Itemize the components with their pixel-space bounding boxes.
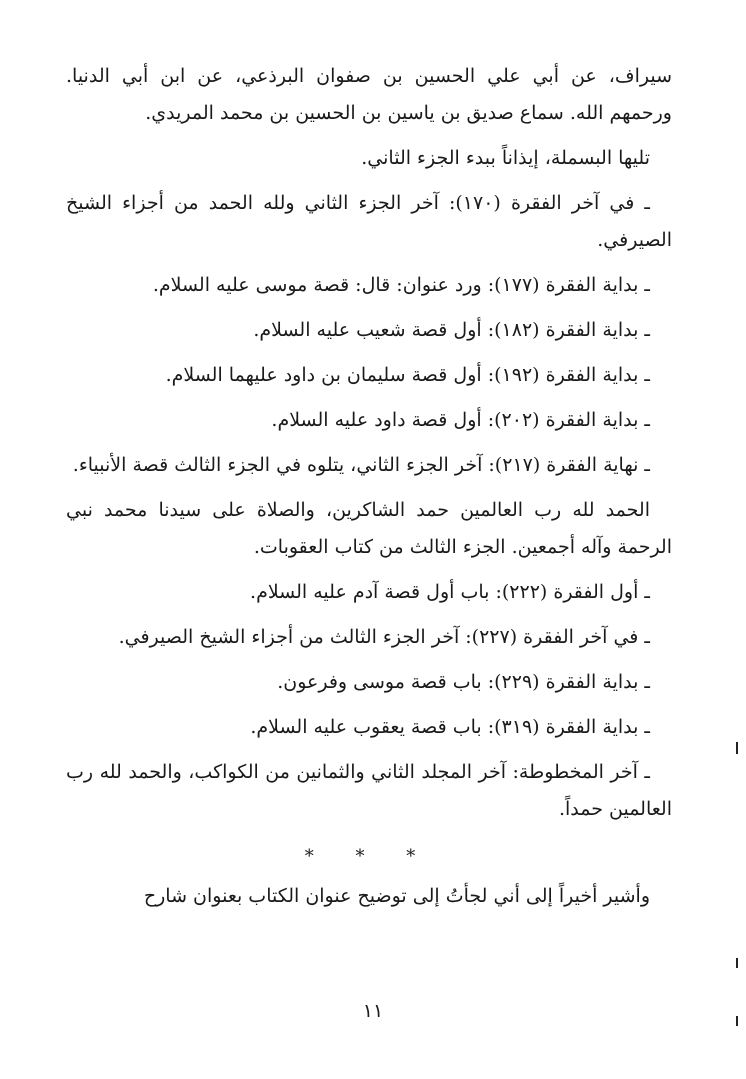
list-item: ـ بداية الفقرة (٢٠٢): أول قصة داود عليه السلام. bbox=[271, 409, 650, 431]
list-item: ـ في آخر الفقرة (٢٢٧): آخر الجزء الثالث من أجزاء الشيخ الصيرفي. bbox=[118, 626, 650, 648]
list-item: ـ بداية الفقرة (٣١٩): باب قصة يعقوب عليه السلام. bbox=[250, 716, 650, 738]
page-body bbox=[66, 58, 672, 915]
list-item: ـ في آخر الفقرة (١٧٠): آخر الجزء الثاني ولله الحمد من أجزاء الشيخ الصيرفي. bbox=[66, 192, 672, 251]
section-separator: * * * bbox=[304, 846, 434, 867]
paragraph-closing: وأشير أخيراً إلى أني لجأتُ إلى توضيح عنوان الكتاب بعنوان شارح bbox=[143, 885, 650, 907]
list-item: ـ بداية الفقرة (١٧٧): ورد عنوان: قال: قصة موسى عليه السلام. bbox=[152, 274, 650, 296]
list-item: ـ آخر المخطوطة: آخر المجلد الثاني والثمانين من الكواكب، والحمد لله رب العالمين حمداً. bbox=[66, 761, 672, 820]
paragraph-hamd: الحمد لله رب العالمين حمد الشاكرين، والصلاة على سيدنا محمد نبي الرحمة وآله أجمعين. الجزء الثالث من كتاب العقوبات. bbox=[66, 499, 672, 558]
list-item: ـ بداية الفقرة (١٩٢): أول قصة سليمان بن داود عليهما السلام. bbox=[165, 364, 650, 386]
scan-edge-mark bbox=[736, 1016, 738, 1026]
list-item: ـ بداية الفقرة (٢٢٩): باب قصة موسى وفرعون. bbox=[277, 671, 650, 693]
scan-edge-mark bbox=[736, 958, 738, 968]
list-item: ـ بداية الفقرة (١٨٢): أول قصة شعيب عليه السلام. bbox=[253, 319, 650, 341]
paragraph-intro: سيراف، عن أبي علي الحسين بن صفوان البرذعي، عن ابن أبي الدنيا. ورحمهم الله. سماع صديق بن ياسين بن الحسين بن محمد المريدي. bbox=[66, 65, 672, 124]
page-number: ١١ bbox=[362, 1000, 384, 1022]
scan-edge-mark bbox=[736, 742, 738, 754]
list-item: ـ نهاية الفقرة (٢١٧): آخر الجزء الثاني، يتلوه في الجزء الثالث قصة الأنبياء. bbox=[72, 454, 650, 476]
paragraph-basmala: تليها البسملة، إيذاناً ببدء الجزء الثاني. bbox=[361, 147, 650, 169]
list-item: ـ أول الفقرة (٢٢٢): باب أول قصة آدم عليه السلام. bbox=[250, 581, 650, 603]
